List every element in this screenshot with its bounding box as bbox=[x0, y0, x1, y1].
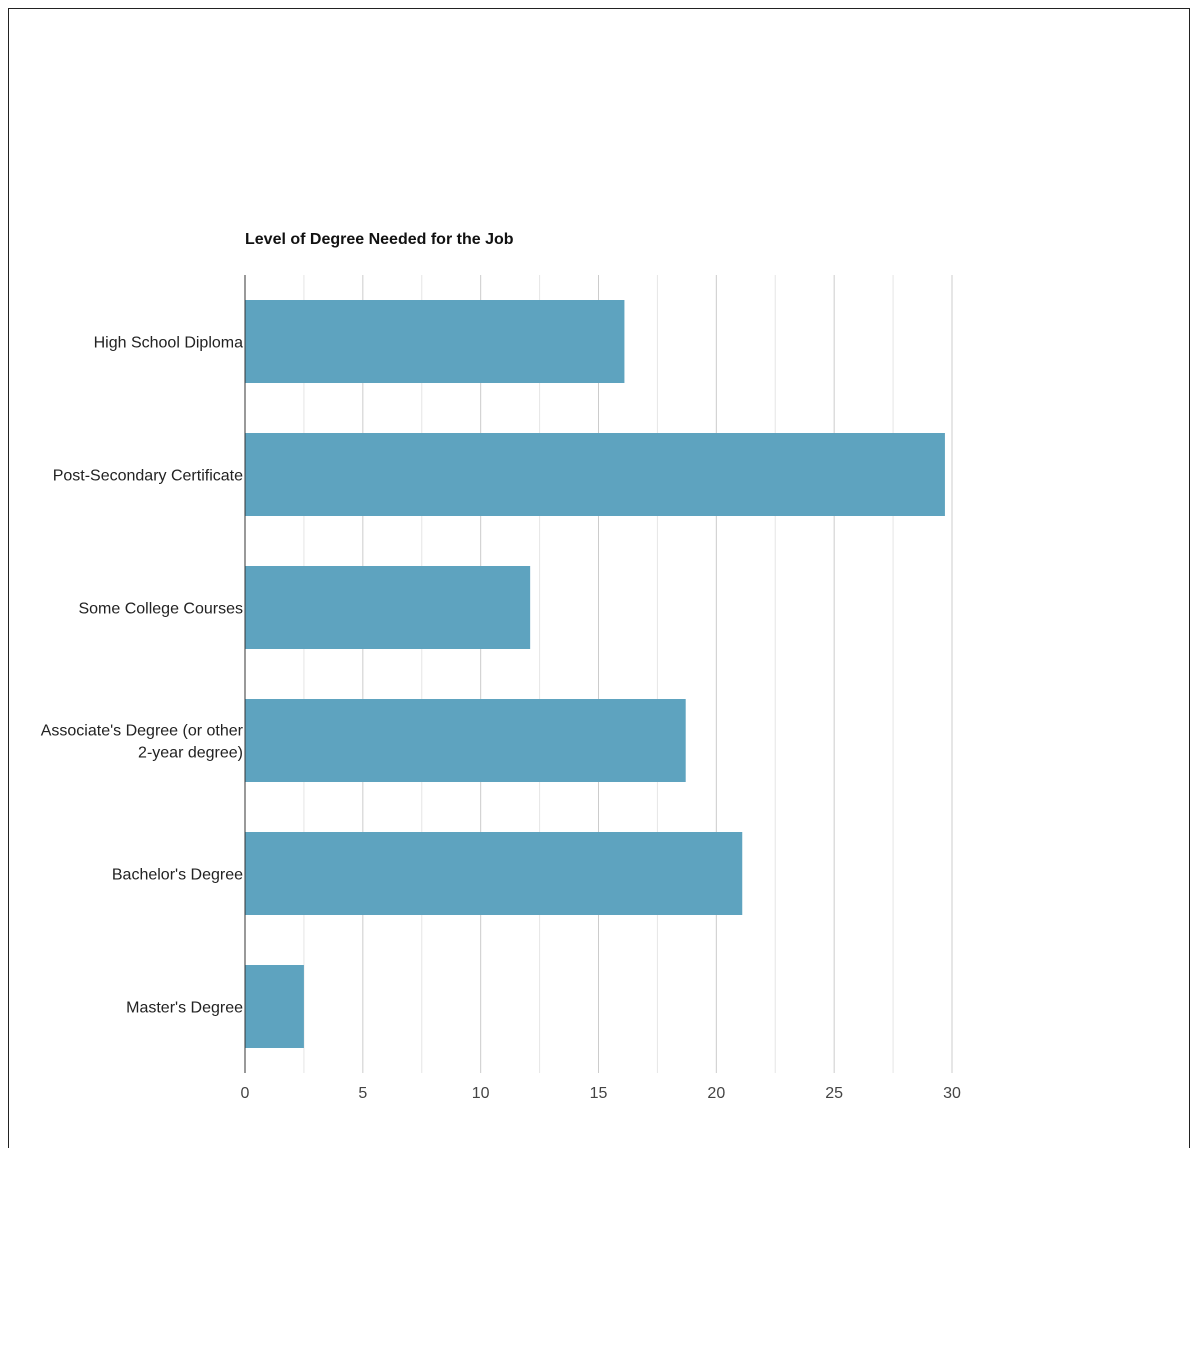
gridlines bbox=[304, 275, 952, 1073]
bar bbox=[245, 965, 304, 1048]
bar bbox=[245, 699, 686, 782]
x-tick-label: 25 bbox=[825, 1085, 844, 1102]
x-tick-label: 15 bbox=[589, 1085, 608, 1102]
chart-title: Level of Degree Needed for the Job bbox=[245, 231, 514, 248]
category-label: Bachelor's Degree bbox=[111, 866, 243, 884]
category-label: Some College Courses bbox=[78, 600, 243, 618]
category-labels bbox=[41, 335, 244, 1017]
bar bbox=[245, 566, 530, 649]
bars bbox=[245, 300, 945, 1048]
x-tick-label: 0 bbox=[240, 1085, 250, 1102]
bar bbox=[245, 832, 742, 915]
category-label: Master's Degree bbox=[126, 999, 243, 1017]
bar bbox=[245, 300, 624, 383]
category-label: Post-Secondary Certificate bbox=[52, 467, 243, 485]
category-label: High School Diploma bbox=[93, 334, 243, 352]
x-tick-label: 20 bbox=[707, 1085, 726, 1102]
x-tick-labels bbox=[241, 1085, 961, 1102]
category-label: 2-year degree) bbox=[138, 744, 243, 762]
x-tick-label: 30 bbox=[943, 1085, 961, 1102]
x-tick-label: 5 bbox=[358, 1085, 368, 1102]
bar bbox=[245, 433, 945, 516]
category-label: Associate's Degree (or other bbox=[40, 722, 243, 740]
x-tick-label: 10 bbox=[471, 1085, 490, 1102]
